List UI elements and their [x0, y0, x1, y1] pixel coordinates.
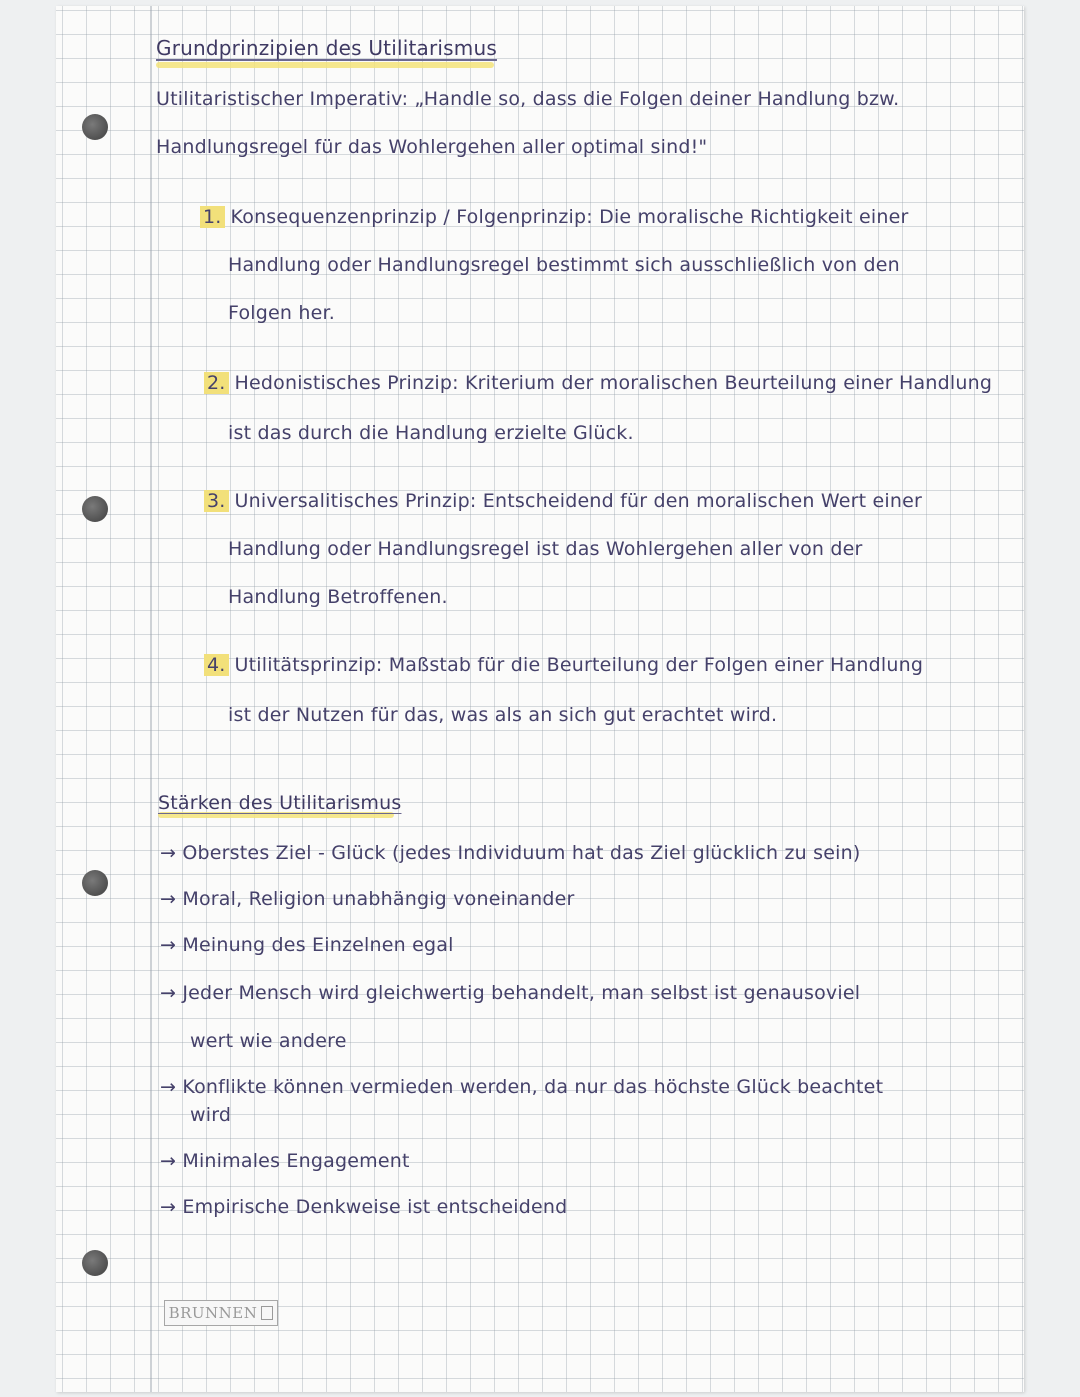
principle-3-line-2: Handlung oder Handlungsregel ist das Wohlergehen aller von der [228, 538, 863, 560]
strength-item: → Moral, Religion unabhängig voneinander [160, 888, 575, 910]
imperative-line-2: Handlungsregel für das Wohlergehen aller optimal sind!" [156, 136, 708, 158]
strength-item: → Empirische Denkweise ist entscheidend [160, 1196, 568, 1218]
principle-1-number: 1. [200, 206, 225, 228]
strength-item: → Oberstes Ziel - Glück (jedes Individuum hat das Ziel glücklich zu sein) [160, 842, 861, 864]
strength-item: → Meinung des Einzelnen egal [160, 934, 454, 956]
principle-4-number: 4. [204, 654, 229, 676]
brand-mark-icon [261, 1306, 273, 1320]
strength-item-continuation: wird [190, 1104, 232, 1126]
strength-item: → Konflikte können vermieden werden, da nur das höchste Glück beachtet [160, 1076, 884, 1098]
principle-2-line-1: 2. Hedonistisches Prinzip: Kriterium der moralischen Beurteilung einer Handlung [204, 372, 992, 394]
title-highlight [156, 62, 494, 68]
brunnen-logo: BRUNNEN [164, 1300, 278, 1326]
principle-1-line-2: Handlung oder Handlungsregel bestimmt sich ausschließlich von den [228, 254, 900, 276]
punch-hole [82, 114, 108, 140]
principle-3-number: 3. [204, 490, 229, 512]
page-title: Grundprinzipien des Utilitarismus [156, 36, 497, 60]
strength-item: → Minimales Engagement [160, 1150, 410, 1172]
principle-2-number: 2. [204, 372, 229, 394]
punch-hole [82, 496, 108, 522]
strength-item-continuation: wert wie andere [190, 1030, 347, 1052]
principle-1-line-1: 1. Konsequenzenprinzip / Folgenprinzip: Die moralische Richtigkeit einer [200, 206, 908, 228]
principle-4-line-2: ist der Nutzen für das, was als an sich gut erachtet wird. [228, 704, 778, 726]
principle-2-line-2: ist das durch die Handlung erzielte Glück. [228, 422, 634, 444]
punch-hole [82, 870, 108, 896]
punch-hole [82, 1250, 108, 1276]
principle-4-line-1: 4. Utilitätsprinzip: Maßstab für die Beurteilung der Folgen einer Handlung [204, 654, 923, 676]
principle-1-line-3: Folgen her. [228, 302, 336, 324]
strength-item: → Jeder Mensch wird gleichwertig behandelt, man selbst ist genausoviel [160, 982, 861, 1004]
page-margin-line [150, 6, 152, 1392]
strengths-heading: Stärken des Utilitarismus [158, 792, 402, 814]
principle-3-line-3: Handlung Betroffenen. [228, 586, 448, 608]
imperative-line-1: Utilitaristischer Imperativ: „Handle so, dass die Folgen deiner Handlung bzw. [156, 88, 900, 110]
principle-3-line-1: 3. Universalitisches Prinzip: Entscheidend für den moralischen Wert einer [204, 490, 922, 512]
